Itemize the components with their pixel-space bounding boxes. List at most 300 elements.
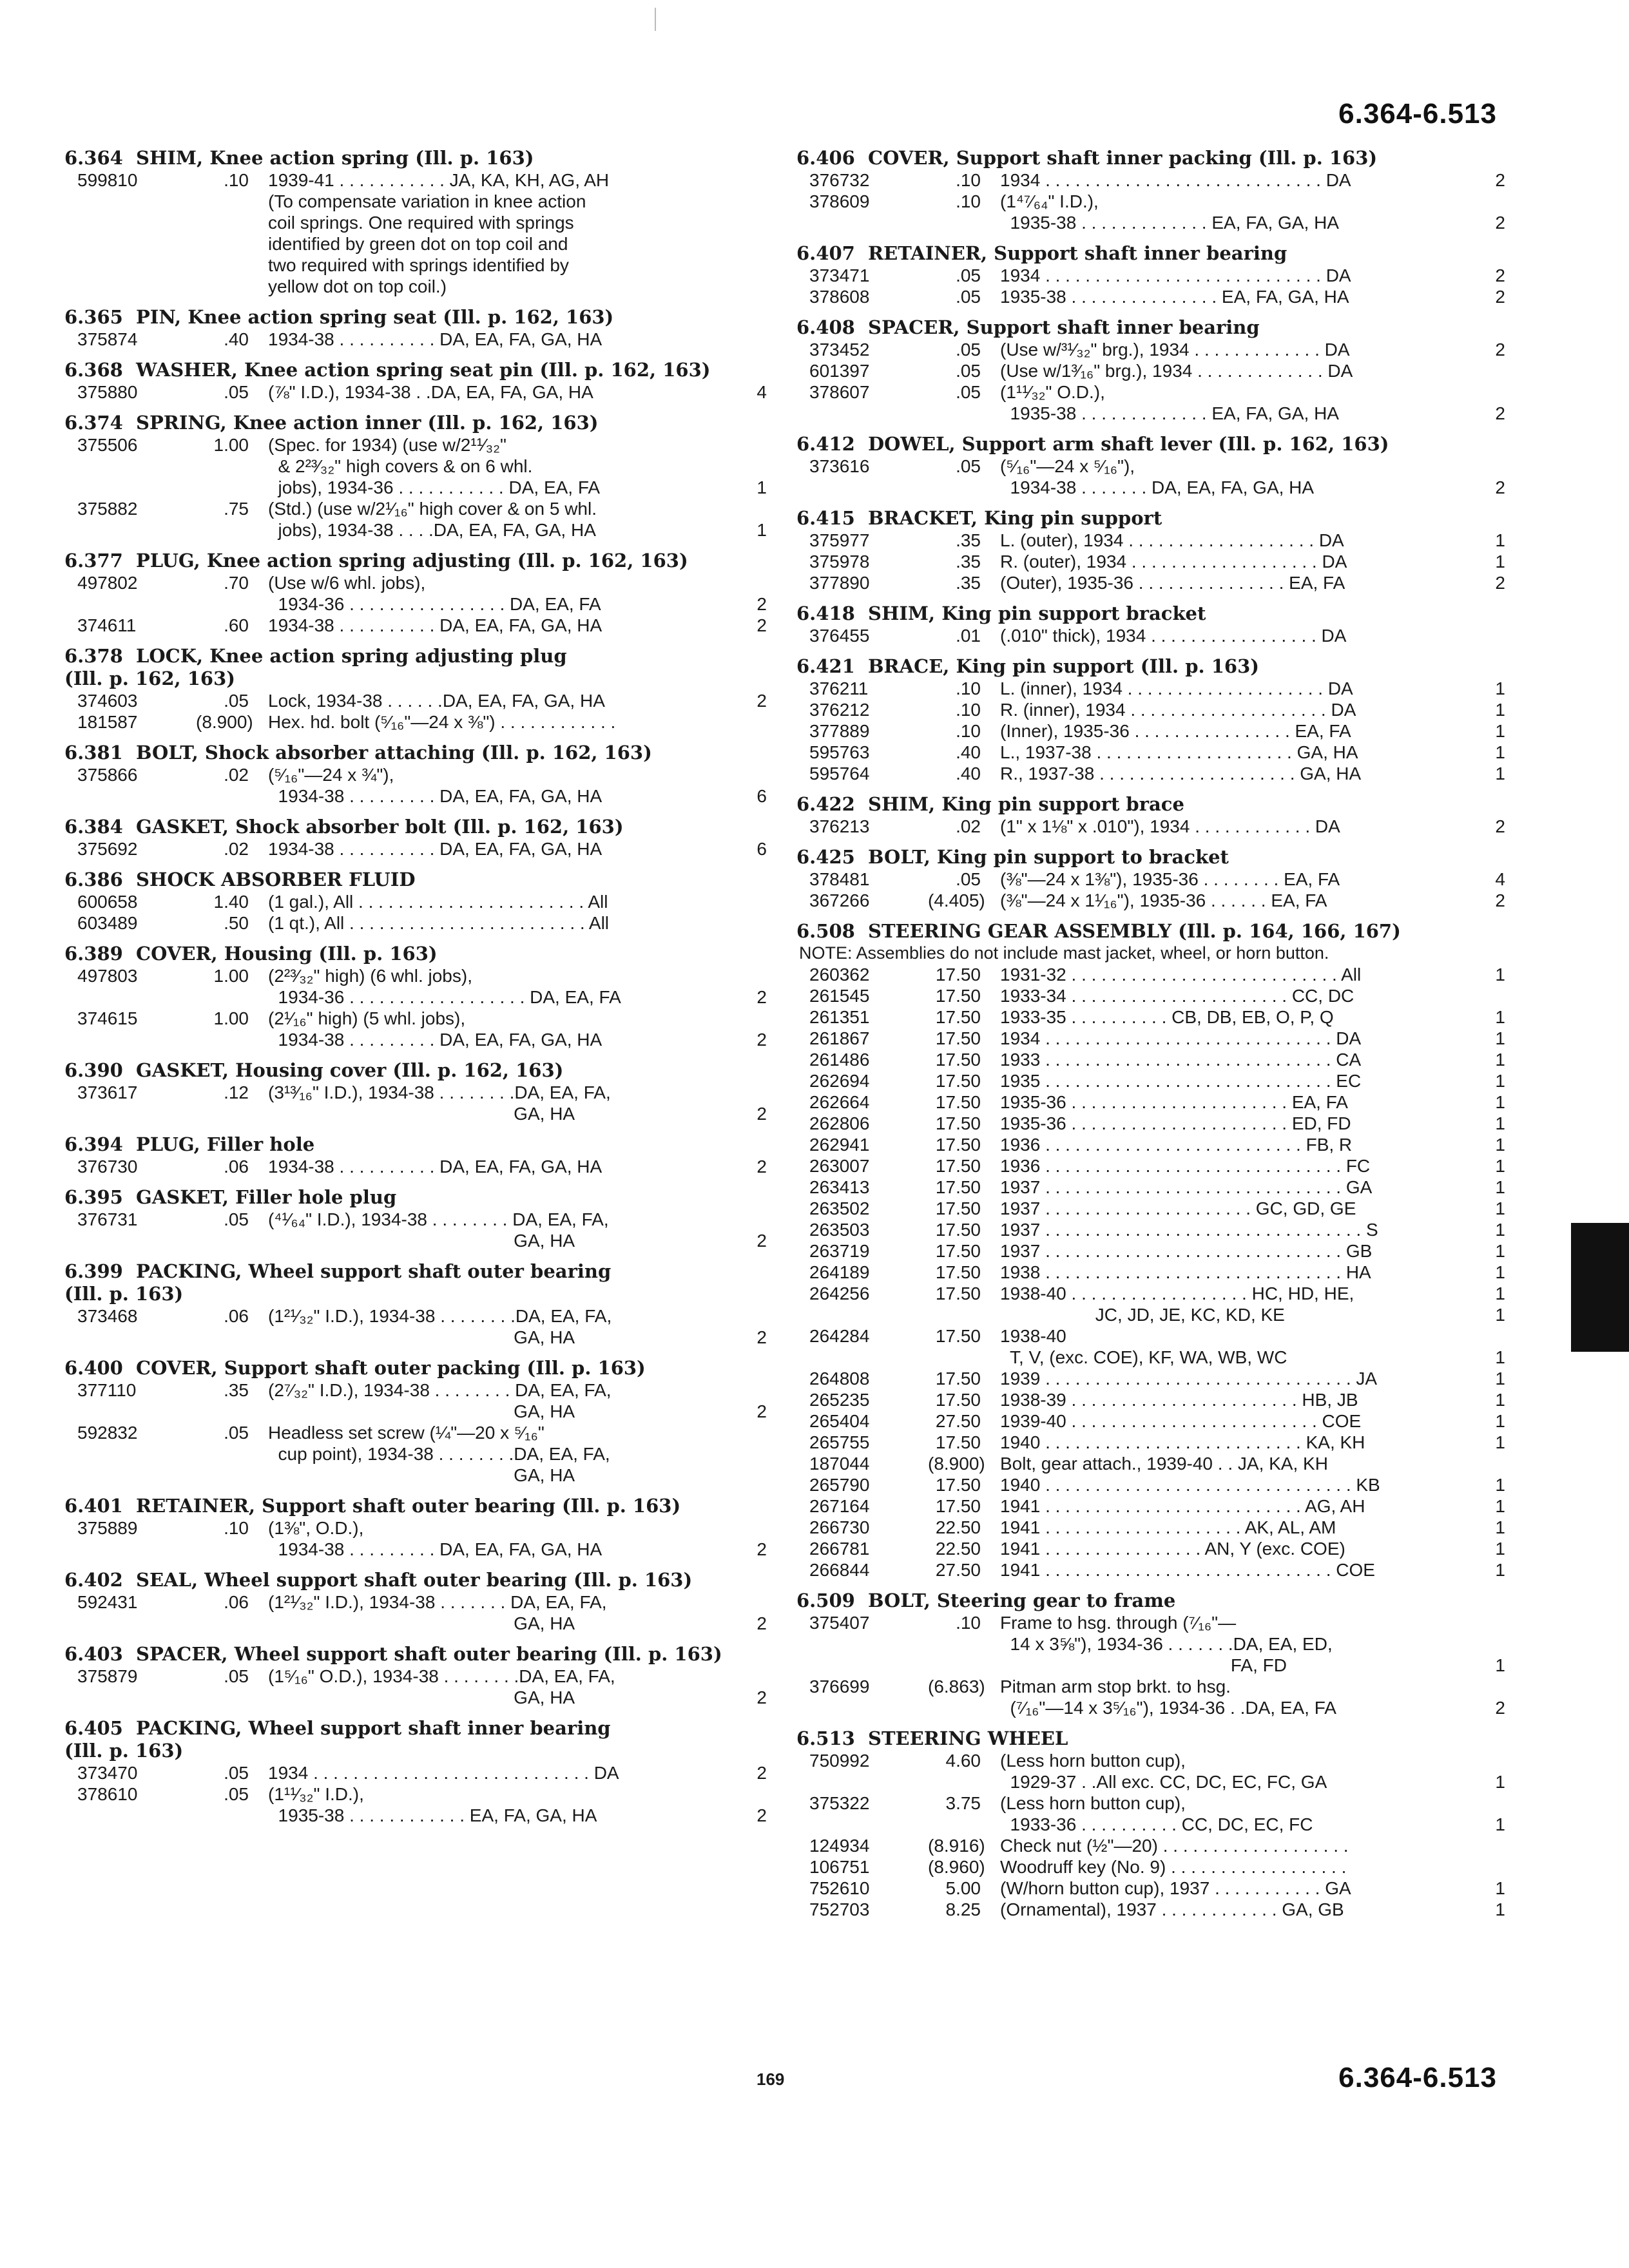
part-row [64, 329, 767, 350]
part-description: Woodruff key (No. 9) . . . . . . . . . . . . . . . . . . [1000, 1857, 1347, 1877]
part-row [64, 233, 767, 255]
part-row [64, 169, 767, 191]
part-price: 22.50 [935, 1539, 981, 1559]
part-price: 17.50 [935, 965, 981, 985]
part-row [796, 1070, 1505, 1091]
catalog-section [64, 1495, 767, 1560]
part-quantity [1474, 625, 1505, 646]
part-description: identified by green dot on top coil and [268, 234, 568, 254]
part-price: 17.50 [935, 1326, 981, 1346]
part-number [64, 1327, 196, 1348]
header-page-range: 6.364-6.513 [1338, 98, 1497, 130]
part-number: 375874 [77, 329, 138, 349]
part-price: .06 [224, 1157, 249, 1177]
part-quantity: 1 [1495, 1135, 1505, 1155]
part-quantity: 1 [1495, 1050, 1505, 1070]
part-quantity: 1 [1495, 1772, 1505, 1792]
part-description: (1⁵⁄₁₆" O.D.), 1934-38 . . . . . . . .DA, EA, FA, [268, 1666, 615, 1686]
part-number: 373468 [77, 1306, 138, 1326]
part-number: 595764 [809, 764, 870, 783]
part-description: 1941 . . . . . . . . . . . . . . . . . . . . . . . . . . AG, AH [1000, 1496, 1365, 1516]
part-row [796, 1814, 1505, 1835]
part-row [796, 1856, 1505, 1878]
part-description: (⅜"—24 x 1¹⁄₁₆"), 1935-36 . . . . . . EA, FA [1000, 890, 1327, 910]
part-quantity [1474, 360, 1505, 381]
part-row [796, 1410, 1505, 1432]
part-description: 1935-36 . . . . . . . . . . . . . . . . . . . . . . ED, FD [1000, 1113, 1351, 1133]
part-number [796, 403, 928, 424]
part-quantity: 1 [1495, 552, 1505, 572]
part-description: 1934 . . . . . . . . . . . . . . . . . . . . . . . . . . . . DA [268, 1763, 619, 1783]
part-quantity: 2 [757, 1327, 767, 1347]
part-description: (2¹⁄₁₆" high) (5 whl. jobs), [268, 1008, 466, 1028]
part-quantity: 1 [1495, 1198, 1505, 1218]
part-quantity: 2 [1495, 403, 1505, 423]
part-number: 373617 [77, 1082, 138, 1102]
catalog-section [64, 645, 767, 733]
part-description: 1939-41 . . . . . . . . . . . JA, KA, KH, AG, AH [268, 170, 610, 190]
catalog-section [64, 359, 767, 403]
part-quantity [1474, 1676, 1505, 1697]
part-price [928, 212, 986, 233]
part-description: (⅜"—24 x 1⅜"), 1935-36 . . . . . . . . EA, FA [1000, 869, 1340, 889]
part-quantity [736, 1783, 767, 1805]
part-row [796, 1517, 1505, 1538]
part-price [196, 276, 254, 297]
part-price [196, 1401, 254, 1422]
part-price [196, 191, 254, 212]
part-number: 266730 [809, 1517, 870, 1537]
part-description: (Outer), 1935-36 . . . . . . . . . . . . . . . EA, FA [1000, 573, 1345, 593]
part-row [796, 1474, 1505, 1495]
part-quantity [736, 233, 767, 255]
part-number: 376730 [77, 1157, 138, 1177]
part-number [64, 191, 196, 212]
part-quantity [736, 1517, 767, 1539]
part-row [796, 572, 1505, 593]
part-quantity [736, 1443, 767, 1465]
part-quantity: 1 [757, 520, 767, 540]
part-quantity: 2 [757, 1157, 767, 1177]
part-price [196, 1443, 254, 1465]
part-quantity: 2 [1495, 1698, 1505, 1718]
part-price: .05 [956, 265, 981, 285]
part-description: (To compensate variation in knee action [268, 191, 586, 211]
part-number: 377889 [809, 721, 870, 741]
part-row [64, 498, 767, 519]
section-heading: 6.399 PACKING, Wheel support shaft outer bearing (Ill. p. 163) [64, 1260, 612, 1305]
part-quantity: 1 [1495, 1177, 1505, 1197]
part-quantity: 1 [1495, 1113, 1505, 1133]
part-row [796, 169, 1505, 191]
catalog-section [796, 846, 1505, 911]
part-row [64, 1613, 767, 1634]
part-row [64, 434, 767, 456]
part-price: 17.50 [935, 1135, 981, 1155]
part-quantity: 2 [757, 1613, 767, 1633]
part-description: 1937 . . . . . . . . . . . . . . . . . . . . . . . . . . . . . . GB [1000, 1241, 1373, 1261]
part-number: 260362 [809, 965, 870, 985]
part-number: 261545 [809, 986, 870, 1006]
part-number: 378607 [809, 382, 870, 402]
part-row [796, 212, 1505, 233]
part-quantity: 1 [1495, 1411, 1505, 1431]
part-description: 1938-40 [1000, 1326, 1066, 1346]
part-number [64, 986, 196, 1008]
part-description: 1937 . . . . . . . . . . . . . . . . . . . . . . . . . . . . . . . . S [1000, 1220, 1378, 1240]
part-description: & 2²³⁄₃₂" high covers & on 6 whl. [268, 456, 533, 476]
part-row [64, 1379, 767, 1401]
part-row [64, 1517, 767, 1539]
part-row [796, 625, 1505, 646]
part-quantity: 1 [1495, 1814, 1505, 1834]
part-quantity: 1 [1495, 678, 1505, 698]
part-quantity [736, 329, 767, 350]
part-price [196, 519, 254, 541]
part-price: 17.50 [935, 1198, 981, 1218]
part-price [196, 1103, 254, 1124]
section-heading: 6.377 PLUG, Knee action spring adjusting (Ill. p. 162, 163) [64, 550, 688, 572]
catalog-section [796, 920, 1505, 1581]
part-quantity: 1 [1495, 1878, 1505, 1898]
part-description: 1935 . . . . . . . . . . . . . . . . . . . . . . . . . . . . . EC [1000, 1071, 1362, 1091]
part-row [796, 742, 1505, 763]
part-price: .02 [956, 816, 981, 836]
part-row [796, 1155, 1505, 1177]
part-row [796, 1559, 1505, 1581]
part-quantity: 1 [1495, 721, 1505, 741]
part-description: 1938 . . . . . . . . . . . . . . . . . . . . . . . . . . . . . . HA [1000, 1262, 1371, 1282]
part-quantity [1474, 191, 1505, 212]
catalog-section [64, 816, 767, 860]
section-heading: 6.402 SEAL, Wheel support shaft outer bearing (Ill. p. 163) [64, 1569, 693, 1591]
part-row [796, 763, 1505, 784]
part-description: R. (inner), 1934 . . . . . . . . . . . . . . . . . . . . DA [1000, 700, 1356, 720]
part-quantity [736, 764, 767, 785]
part-number: 375866 [77, 765, 138, 785]
part-number: 264256 [809, 1283, 870, 1303]
part-number [64, 1103, 196, 1124]
part-description: 1934-38 . . . . . . . . . DA, EA, FA, GA, HA [268, 786, 602, 806]
section-heading: 6.401 RETAINER, Support shaft outer bearing (Ill. p. 163) [64, 1495, 681, 1517]
part-description: (1²¹⁄₃₂" I.D.), 1934-38 . . . . . . . .DA, EA, FA, [268, 1306, 612, 1326]
part-row [796, 1219, 1505, 1240]
part-number: 376211 [809, 678, 869, 698]
section-heading: 6.412 DOWEL, Support arm shaft lever (Ill. p. 162, 163) [796, 433, 1389, 455]
part-price: .02 [224, 839, 249, 859]
part-row [796, 699, 1505, 720]
part-price: .70 [224, 573, 249, 593]
catalog-section [796, 602, 1505, 646]
part-price: .40 [956, 742, 981, 762]
part-number [796, 1347, 928, 1368]
part-quantity [736, 1008, 767, 1029]
part-price [196, 255, 254, 276]
part-row [796, 1899, 1505, 1920]
part-description: 1941 . . . . . . . . . . . . . . . . AN, Y (exc. COE) [1000, 1539, 1345, 1559]
part-number [64, 1539, 196, 1560]
part-quantity: 1 [1495, 1241, 1505, 1261]
section-heading: 6.390 GASKET, Housing cover (Ill. p. 162, 163) [64, 1059, 564, 1081]
part-quantity: 1 [1495, 530, 1505, 550]
part-quantity: 2 [1495, 340, 1505, 360]
part-row [796, 265, 1505, 286]
part-description: Headless set screw (¼"—20 x ⁵⁄₁₆" [268, 1423, 545, 1443]
part-quantity: 1 [1495, 1305, 1505, 1325]
part-quantity: 1 [1495, 1899, 1505, 1919]
part-number: 373452 [809, 340, 870, 360]
part-quantity [736, 965, 767, 986]
part-description: (2²³⁄₃₂" high) (6 whl. jobs), [268, 966, 472, 986]
part-price: 17.50 [935, 1496, 981, 1516]
catalog-section [796, 1590, 1505, 1718]
part-quantity [736, 1305, 767, 1327]
part-price: .35 [224, 1380, 249, 1400]
section-heading: 6.418 SHIM, King pin support bracket [796, 602, 1206, 624]
part-description: jobs), 1934-38 . . . .DA, EA, FA, GA, HA [268, 520, 596, 540]
part-number: 374603 [77, 691, 138, 711]
part-row [796, 964, 1505, 985]
part-number: 266781 [809, 1539, 870, 1559]
part-quantity: 2 [757, 987, 767, 1007]
part-price: .10 [956, 678, 981, 698]
part-description: (3¹³⁄₁₆" I.D.), 1934-38 . . . . . . . .DA, EA, FA, [268, 1082, 611, 1102]
part-description: (Inner), 1935-36 . . . . . . . . . . . . . . . . EA, FA [1000, 721, 1351, 741]
catalog-section [796, 316, 1505, 424]
part-price [196, 233, 254, 255]
part-price: .50 [224, 913, 249, 933]
part-quantity [736, 711, 767, 733]
part-row [64, 711, 767, 733]
part-row [64, 255, 767, 276]
part-description: (Less horn button cup), [1000, 1793, 1186, 1813]
part-row [796, 1262, 1505, 1283]
part-price: .05 [224, 1423, 249, 1443]
part-description: GA, HA [268, 1401, 575, 1421]
part-number: 377890 [809, 573, 870, 593]
part-description: 1936 . . . . . . . . . . . . . . . . . . . . . . . . . . . . . . FC [1000, 1156, 1371, 1176]
part-row [796, 477, 1505, 498]
part-row [64, 572, 767, 593]
part-description: GA, HA [268, 1465, 575, 1485]
part-row [796, 1304, 1505, 1325]
part-price: 17.50 [935, 1432, 981, 1452]
part-description: 1933-36 . . . . . . . . . . CC, DC, EC, FC [1000, 1814, 1313, 1834]
part-price: 17.50 [935, 1475, 981, 1495]
part-number: 265790 [809, 1475, 870, 1495]
catalog-section [64, 1357, 767, 1486]
part-number [64, 785, 196, 807]
part-quantity: 1 [1495, 742, 1505, 762]
part-price: 4.60 [945, 1751, 981, 1771]
part-quantity: 2 [757, 1805, 767, 1825]
part-description: two required with springs identified by [268, 255, 569, 275]
part-price: .05 [956, 456, 981, 476]
part-row [64, 1591, 767, 1613]
section-heading: 6.386 SHOCK ABSORBER FLUID [64, 869, 416, 890]
section-heading: 6.509 BOLT, Steering gear to frame [796, 1590, 1176, 1611]
part-price: .40 [224, 329, 249, 349]
part-number [64, 233, 196, 255]
section-heading: 6.368 WASHER, Knee action spring seat pin (Ill. p. 162, 163) [64, 359, 711, 381]
part-price: 17.50 [935, 1050, 981, 1070]
part-row [64, 615, 767, 636]
catalog-section [796, 433, 1505, 498]
part-price [928, 1633, 986, 1655]
part-description: (Less horn button cup), [1000, 1751, 1186, 1771]
part-price: .10 [956, 700, 981, 720]
part-price: 17.50 [935, 1092, 981, 1112]
part-row [64, 1687, 767, 1708]
part-description: 1934-36 . . . . . . . . . . . . . . . . DA, EA, FA [268, 594, 601, 614]
part-quantity: 2 [757, 1539, 767, 1559]
part-price [928, 1655, 986, 1676]
part-number: 378610 [77, 1784, 138, 1804]
part-row [796, 456, 1505, 477]
part-number: 377110 [77, 1380, 137, 1400]
part-price: 17.50 [935, 1113, 981, 1133]
part-description: T, V, (exc. COE), KF, WA, WB, WC [1000, 1347, 1287, 1367]
part-description: (1¹¹⁄₃₂" I.D.), [268, 1784, 364, 1804]
part-number: 752610 [809, 1878, 870, 1898]
part-quantity [736, 1209, 767, 1230]
part-row [64, 965, 767, 986]
part-quantity [1474, 1633, 1505, 1655]
part-number: 265404 [809, 1411, 870, 1431]
part-number: 373616 [809, 456, 870, 476]
part-number: 266844 [809, 1560, 870, 1580]
part-description: Frame to hsg. through (⁷⁄₁₆"— [1000, 1613, 1237, 1633]
part-price: .10 [224, 170, 249, 190]
part-number: 375692 [77, 839, 138, 859]
section-heading: 6.406 COVER, Support shaft inner packing (Ill. p. 163) [796, 147, 1378, 169]
part-row [796, 381, 1505, 403]
part-row [796, 1325, 1505, 1347]
part-description: (⁵⁄₁₆"—24 x ¾"), [268, 765, 394, 785]
part-price: (8.900) [928, 1454, 985, 1474]
part-price: 1.00 [213, 1008, 249, 1028]
part-description: 1938-40 . . . . . . . . . . . . . . . . . . HC, HD, HE, [1000, 1283, 1354, 1303]
section-heading: 6.508 STEERING GEAR ASSEMBLY (Ill. p. 164, 166, 167) [796, 920, 1401, 942]
part-row [64, 912, 767, 934]
part-number: 263719 [809, 1241, 870, 1261]
part-row [64, 1422, 767, 1443]
part-number [64, 1401, 196, 1422]
part-price: .06 [224, 1306, 249, 1326]
part-quantity: 1 [1495, 1369, 1505, 1389]
part-price: 22.50 [935, 1517, 981, 1537]
part-number: 750992 [809, 1751, 870, 1771]
part-price: 1.00 [213, 966, 249, 986]
part-price: .75 [224, 499, 249, 519]
part-quantity: 1 [1495, 700, 1505, 720]
part-description: R. (outer), 1934 . . . . . . . . . . . . . . . . . . . DA [1000, 552, 1347, 572]
part-price [196, 593, 254, 615]
part-row [64, 986, 767, 1008]
part-number: 375879 [77, 1666, 138, 1686]
part-price [928, 477, 986, 498]
section-note: NOTE: Assemblies do not include mast jacket, wheel, or horn button. [799, 943, 1329, 963]
part-quantity: 1 [1495, 1517, 1505, 1537]
part-quantity: 2 [757, 1030, 767, 1050]
part-row [796, 1006, 1505, 1028]
part-price [196, 1687, 254, 1708]
part-number [64, 477, 196, 498]
part-row [796, 1347, 1505, 1368]
part-row [64, 1762, 767, 1783]
part-row [796, 1432, 1505, 1453]
part-quantity [736, 276, 767, 297]
part-row [64, 1209, 767, 1230]
part-description: 1935-38 . . . . . . . . . . . . EA, FA, GA, HA [268, 1805, 597, 1825]
part-row [64, 1443, 767, 1465]
part-number: 181587 [77, 712, 138, 732]
part-row [64, 212, 767, 233]
part-row [64, 1327, 767, 1348]
catalog-section [796, 793, 1505, 837]
part-price: (4.405) [928, 890, 985, 910]
part-row [64, 1029, 767, 1050]
part-description: (1⅜", O.D.), [268, 1518, 364, 1538]
part-quantity: 6 [757, 839, 767, 859]
part-quantity [736, 912, 767, 934]
part-number: 378609 [809, 191, 870, 211]
part-price [196, 1539, 254, 1560]
part-quantity [736, 169, 767, 191]
part-description: (1⁴⁷⁄₆₄" I.D.), [1000, 191, 1099, 211]
part-quantity: 1 [1495, 1432, 1505, 1452]
section-heading: 6.378 LOCK, Knee action spring adjusting plug (Ill. p. 162, 163) [64, 645, 567, 689]
part-quantity [736, 434, 767, 456]
part-description: (Use w/6 whl. jobs), [268, 573, 426, 593]
part-description: GA, HA [268, 1104, 575, 1124]
part-row [796, 1633, 1505, 1655]
part-price: .05 [224, 691, 249, 711]
part-price: .10 [224, 1518, 249, 1538]
part-number: 264189 [809, 1262, 870, 1282]
part-price: 17.50 [935, 1177, 981, 1197]
catalog-section [64, 1059, 767, 1124]
part-quantity: 1 [1495, 1071, 1505, 1091]
part-description: 1934 . . . . . . . . . . . . . . . . . . . . . . . . . . . . . DA [1000, 1028, 1362, 1048]
part-quantity: 4 [757, 382, 767, 402]
catalog-section [64, 306, 767, 350]
part-number [64, 212, 196, 233]
part-number: 106751 [809, 1857, 870, 1877]
part-number [64, 255, 196, 276]
catalog-section [796, 1727, 1505, 1920]
part-number [64, 1465, 196, 1486]
part-row [64, 1103, 767, 1124]
footer-page-range: 6.364-6.513 [1338, 2062, 1497, 2093]
part-quantity: 1 [1495, 1283, 1505, 1303]
part-row [64, 456, 767, 477]
part-quantity: 1 [1495, 1007, 1505, 1027]
part-quantity [1474, 1750, 1505, 1771]
part-quantity: 1 [1495, 1347, 1505, 1367]
part-description: 1931-32 . . . . . . . . . . . . . . . . . . . . . . . . . . . All [1000, 965, 1362, 985]
part-price: .60 [224, 615, 249, 635]
part-description: (1¹¹⁄₃₂" O.D.), [1000, 382, 1105, 402]
part-price: .35 [956, 552, 981, 572]
part-price: 1.40 [213, 892, 249, 912]
part-quantity: 2 [757, 615, 767, 635]
part-price: 17.50 [935, 986, 981, 1006]
part-row [796, 403, 1505, 424]
part-row [64, 838, 767, 860]
part-row [64, 1539, 767, 1560]
part-row [796, 1177, 1505, 1198]
